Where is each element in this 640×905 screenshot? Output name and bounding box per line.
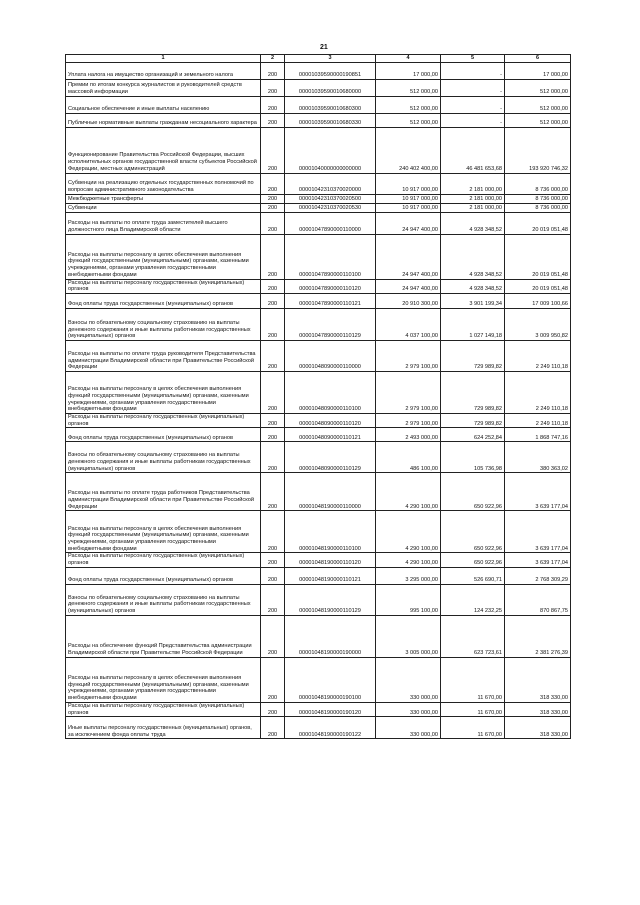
row-col4-cell: 512 000,00 (376, 113, 441, 127)
row-col6-cell: 17 009 100,66 (505, 294, 571, 309)
row-col4-cell: 2 493 000,00 (376, 428, 441, 442)
row-name-cell: Расходы на выплаты персоналу государственных (муниципальных) органов (66, 553, 261, 567)
row-col5-cell: 11 670,00 (441, 657, 505, 702)
row-col6-cell: 3 639 177,04 (505, 553, 571, 567)
page-number: 21 (320, 44, 328, 51)
row-code-cell: 00001048190000110100 (285, 511, 376, 553)
row-code-cell: 00001048190000190122 (285, 717, 376, 739)
row-code-cell: 00001039590010680000 (285, 79, 376, 96)
row-ved-cell: 200 (261, 428, 285, 442)
row-name-cell: Фонд оплаты труда государственных (муниципальных) органов (66, 567, 261, 584)
row-ved-cell: 200 (261, 584, 285, 615)
row-col5-cell: 650 922,96 (441, 473, 505, 511)
row-col4-cell: 24 947 400,00 (376, 212, 441, 234)
row-name-cell: Фонд оплаты труда государственных (муниципальных) органов (66, 428, 261, 442)
row-col4-cell: 2 979 100,00 (376, 372, 441, 414)
row-name-cell: Расходы на выплаты персоналу государственных (муниципальных) органов (66, 414, 261, 428)
row-name-cell: Социальное обеспечение и иные выплаты населению (66, 96, 261, 113)
table-row (66, 553, 571, 567)
row-col4-cell: 330 000,00 (376, 717, 441, 739)
row-col4-cell: 4 290 100,00 (376, 553, 441, 567)
row-col6-cell: 318 330,00 (505, 702, 571, 716)
row-col5-cell: - (441, 62, 505, 79)
row-code-cell: 00001048190000110000 (285, 473, 376, 511)
row-col6-cell: 1 868 747,16 (505, 428, 571, 442)
row-name-cell: Расходы на выплаты персоналу государственных (муниципальных) органов (66, 702, 261, 716)
row-col4-cell: 4 290 100,00 (376, 473, 441, 511)
row-col6-cell: 2 249 110,18 (505, 414, 571, 428)
table-row (66, 294, 571, 309)
column-header: 2 (261, 55, 285, 63)
row-col5-cell: - (441, 96, 505, 113)
row-col5-cell: 650 922,96 (441, 553, 505, 567)
row-col5-cell: 2 181 000,00 (441, 173, 505, 194)
row-col5-cell: 729 989,82 (441, 414, 505, 428)
row-col5-cell: 526 690,71 (441, 567, 505, 584)
table-row (66, 414, 571, 428)
row-ved-cell: 200 (261, 717, 285, 739)
table-row (66, 372, 571, 414)
row-col4-cell: 17 000,00 (376, 62, 441, 79)
row-name-cell: Публичные нормативные выплаты гражданам несоциального характера (66, 113, 261, 127)
column-header: 3 (285, 55, 376, 63)
row-col5-cell: 4 928 348,52 (441, 212, 505, 234)
row-name-cell: Расходы на выплаты по оплате труда руководителя Представительства администрации Владимирской области при Правительстве Российской Федерации (66, 341, 261, 372)
row-code-cell: 00001048190000190120 (285, 702, 376, 716)
row-col4-cell: 2 979 100,00 (376, 414, 441, 428)
row-ved-cell: 200 (261, 173, 285, 194)
table-row (66, 279, 571, 293)
table-row (66, 96, 571, 113)
row-col6-cell: 8 736 000,00 (505, 203, 571, 212)
table-row (66, 203, 571, 212)
row-ved-cell: 200 (261, 279, 285, 293)
row-code-cell: 00001048190000110120 (285, 553, 376, 567)
row-code-cell: 00001039590010680300 (285, 96, 376, 113)
row-col5-cell: 729 989,82 (441, 341, 505, 372)
row-name-cell: Иные выплаты персоналу государственных (муниципальных) органов, за исключением фонда оплаты труда (66, 717, 261, 739)
column-header: 4 (376, 55, 441, 63)
row-code-cell: 00001048190000110129 (285, 584, 376, 615)
row-code-cell: 00001047890000110120 (285, 279, 376, 293)
row-ved-cell: 200 (261, 657, 285, 702)
row-col6-cell: 2 249 110,18 (505, 372, 571, 414)
row-code-cell: 00001042310370020000 (285, 173, 376, 194)
row-ved-cell: 200 (261, 79, 285, 96)
row-ved-cell: 200 (261, 96, 285, 113)
table-row (66, 212, 571, 234)
row-col6-cell: 8 736 000,00 (505, 173, 571, 194)
row-ved-cell: 200 (261, 234, 285, 279)
row-code-cell: 00001048090000110129 (285, 442, 376, 473)
row-col6-cell: 512 000,00 (505, 96, 571, 113)
row-col4-cell: 3 295 000,00 (376, 567, 441, 584)
row-col4-cell: 24 947 400,00 (376, 279, 441, 293)
row-code-cell: 00001039590010680330 (285, 113, 376, 127)
row-code-cell: 00001048190000190100 (285, 657, 376, 702)
row-col6-cell: 20 019 051,48 (505, 234, 571, 279)
row-ved-cell: 200 (261, 212, 285, 234)
row-col5-cell: 2 181 000,00 (441, 194, 505, 203)
row-name-cell: Расходы на выплаты персоналу в целях обеспечения выполнения функций государственными (муниципальными) органами, казенными учреждениями, органами управления государственными внебюджетными фондами (66, 372, 261, 414)
row-col6-cell: 870 867,75 (505, 584, 571, 615)
row-col5-cell: - (441, 79, 505, 96)
row-col5-cell: 623 723,61 (441, 615, 505, 657)
row-col6-cell: 380 363,02 (505, 442, 571, 473)
row-ved-cell: 200 (261, 553, 285, 567)
row-col4-cell: 2 979 100,00 (376, 341, 441, 372)
row-col6-cell: 3 009 950,82 (505, 309, 571, 341)
row-col6-cell: 2 768 309,29 (505, 567, 571, 584)
row-code-cell: 00001040000000000000 (285, 127, 376, 173)
row-col6-cell: 20 019 051,48 (505, 212, 571, 234)
table-row (66, 717, 571, 739)
table-row (66, 584, 571, 615)
table-row (66, 567, 571, 584)
row-ved-cell: 200 (261, 194, 285, 203)
row-ved-cell: 200 (261, 567, 285, 584)
row-col4-cell: 10 917 000,00 (376, 203, 441, 212)
row-col4-cell: 3 005 000,00 (376, 615, 441, 657)
row-code-cell: 00001048090000110121 (285, 428, 376, 442)
row-code-cell: 00001048090000110120 (285, 414, 376, 428)
row-name-cell: Межбюджетные трансферты (66, 194, 261, 203)
row-code-cell: 00001048190000190000 (285, 615, 376, 657)
row-code-cell: 00001048190000110121 (285, 567, 376, 584)
row-col4-cell: 24 947 400,00 (376, 234, 441, 279)
row-col6-cell: 3 639 177,04 (505, 511, 571, 553)
row-col6-cell: 512 000,00 (505, 113, 571, 127)
row-ved-cell: 200 (261, 113, 285, 127)
row-col4-cell: 240 402 400,00 (376, 127, 441, 173)
row-col4-cell: 4 290 100,00 (376, 511, 441, 553)
table-row (66, 702, 571, 716)
row-ved-cell: 200 (261, 372, 285, 414)
row-col6-cell: 2 249 110,18 (505, 341, 571, 372)
row-col5-cell: 105 736,98 (441, 442, 505, 473)
row-name-cell: Функционирование Правительства Российской Федерации, высших исполнительных органов государственной власти субъектов Российской Федерации, местных администраций (66, 127, 261, 173)
table-row (66, 234, 571, 279)
row-name-cell: Расходы на выплаты персоналу в целях обеспечения выполнения функций государственными (муниципальными) органами, казенными учреждениями, органами управления государственными внебюджетными фондами (66, 511, 261, 553)
table-row (66, 442, 571, 473)
table-row (66, 309, 571, 341)
row-col5-cell: 3 901 199,34 (441, 294, 505, 309)
row-ved-cell: 200 (261, 414, 285, 428)
row-col6-cell: 2 381 276,39 (505, 615, 571, 657)
row-code-cell: 00001042310370020530 (285, 203, 376, 212)
row-name-cell: Уплата налога на имущество организаций и земельного налога (66, 62, 261, 79)
row-ved-cell: 200 (261, 702, 285, 716)
table-row (66, 173, 571, 194)
table-row (66, 341, 571, 372)
row-ved-cell: 200 (261, 615, 285, 657)
row-name-cell: Расходы на выплаты по оплате труда заместителей высшего должностного лица Владимирской области (66, 212, 261, 234)
row-col5-cell: 2 181 000,00 (441, 203, 505, 212)
row-col4-cell: 4 037 100,00 (376, 309, 441, 341)
row-col6-cell: 17 000,00 (505, 62, 571, 79)
row-name-cell: Субвенции на реализацию отдельных государственных полномочий по вопросам административного законодательства (66, 173, 261, 194)
column-header: 6 (505, 55, 571, 63)
row-col4-cell: 20 910 300,00 (376, 294, 441, 309)
table-row (66, 127, 571, 173)
row-code-cell: 00001047890000110100 (285, 234, 376, 279)
row-col4-cell: 486 100,00 (376, 442, 441, 473)
row-col6-cell: 8 736 000,00 (505, 194, 571, 203)
row-name-cell: Субвенции (66, 203, 261, 212)
row-col5-cell: 729 989,82 (441, 372, 505, 414)
row-col5-cell: 4 928 348,52 (441, 234, 505, 279)
column-header: 5 (441, 55, 505, 63)
row-ved-cell: 200 (261, 294, 285, 309)
table-row (66, 615, 571, 657)
row-name-cell: Расходы на обеспечение функций Представительства администрации Владимирской области при Правительстве Российской Федерации (66, 615, 261, 657)
row-ved-cell: 200 (261, 511, 285, 553)
row-name-cell: Расходы на выплаты по оплате труда работников Представительства администрации Владимирской области при Правительстве Российской Федерации (66, 473, 261, 511)
row-code-cell: 00001042310370020500 (285, 194, 376, 203)
row-col5-cell: 11 670,00 (441, 717, 505, 739)
row-col4-cell: 995 100,00 (376, 584, 441, 615)
row-col5-cell: - (441, 113, 505, 127)
row-col4-cell: 330 000,00 (376, 657, 441, 702)
row-name-cell: Взносы по обязательному социальному страхованию на выплаты денежного содержания и иные выплаты работникам государственных (муниципальных) органов (66, 584, 261, 615)
row-name-cell: Расходы на выплаты персоналу в целях обеспечения выполнения функций государственными (муниципальными) органами, казенными учреждениями, органами управления государственными внебюджетными фондами (66, 657, 261, 702)
row-name-cell: Взносы по обязательному социальному страхованию на выплаты денежного содержания и иные выплаты работникам государственных (муниципальных) органов (66, 442, 261, 473)
row-name-cell: Расходы на выплаты персоналу в целях обеспечения выполнения функций государственными (муниципальными) органами, казенными учреждениями, органами управления государственными внебюджетными фондами (66, 234, 261, 279)
table-row (66, 62, 571, 79)
row-col5-cell: 4 928 348,52 (441, 279, 505, 293)
row-col5-cell: 624 252,84 (441, 428, 505, 442)
row-code-cell: 00001047890000110000 (285, 212, 376, 234)
row-col4-cell: 512 000,00 (376, 96, 441, 113)
row-code-cell: 00001047890000110129 (285, 309, 376, 341)
row-ved-cell: 200 (261, 309, 285, 341)
column-number-header-row (66, 55, 571, 63)
row-col5-cell: 46 481 653,68 (441, 127, 505, 173)
row-ved-cell: 200 (261, 127, 285, 173)
row-col6-cell: 512 000,00 (505, 79, 571, 96)
row-name-cell: Расходы на выплаты персоналу государственных (муниципальных) органов (66, 279, 261, 293)
row-col4-cell: 10 917 000,00 (376, 173, 441, 194)
row-ved-cell: 200 (261, 442, 285, 473)
row-col6-cell: 193 920 746,32 (505, 127, 571, 173)
row-col5-cell: 1 027 149,18 (441, 309, 505, 341)
row-name-cell: Премии по итогам конкурса журналистов и руководителей средств массовой информации (66, 79, 261, 96)
row-col5-cell: 124 232,25 (441, 584, 505, 615)
row-ved-cell: 200 (261, 203, 285, 212)
row-name-cell: Взносы по обязательному социальному страхованию на выплаты денежного содержания и иные выплаты работникам государственных (муниципальных) органов (66, 309, 261, 341)
row-code-cell: 00001048090000110100 (285, 372, 376, 414)
column-header: 1 (66, 55, 261, 63)
table-row (66, 194, 571, 203)
row-code-cell: 00001039590000190851 (285, 62, 376, 79)
row-col6-cell: 318 330,00 (505, 717, 571, 739)
row-ved-cell: 200 (261, 341, 285, 372)
table-row (66, 428, 571, 442)
row-col4-cell: 512 000,00 (376, 79, 441, 96)
table-row (66, 511, 571, 553)
budget-execution-table (65, 54, 571, 739)
table-row (66, 473, 571, 511)
row-code-cell: 00001047890000110121 (285, 294, 376, 309)
row-col6-cell: 20 019 051,48 (505, 279, 571, 293)
row-col4-cell: 10 917 000,00 (376, 194, 441, 203)
table-row (66, 79, 571, 96)
table-row (66, 657, 571, 702)
row-ved-cell: 200 (261, 473, 285, 511)
row-col5-cell: 650 922,96 (441, 511, 505, 553)
row-col6-cell: 318 330,00 (505, 657, 571, 702)
row-col5-cell: 11 670,00 (441, 702, 505, 716)
row-code-cell: 00001048090000110000 (285, 341, 376, 372)
row-col4-cell: 330 000,00 (376, 702, 441, 716)
table-row (66, 113, 571, 127)
row-ved-cell: 200 (261, 62, 285, 79)
row-name-cell: Фонд оплаты труда государственных (муниципальных) органов (66, 294, 261, 309)
row-col6-cell: 3 639 177,04 (505, 473, 571, 511)
